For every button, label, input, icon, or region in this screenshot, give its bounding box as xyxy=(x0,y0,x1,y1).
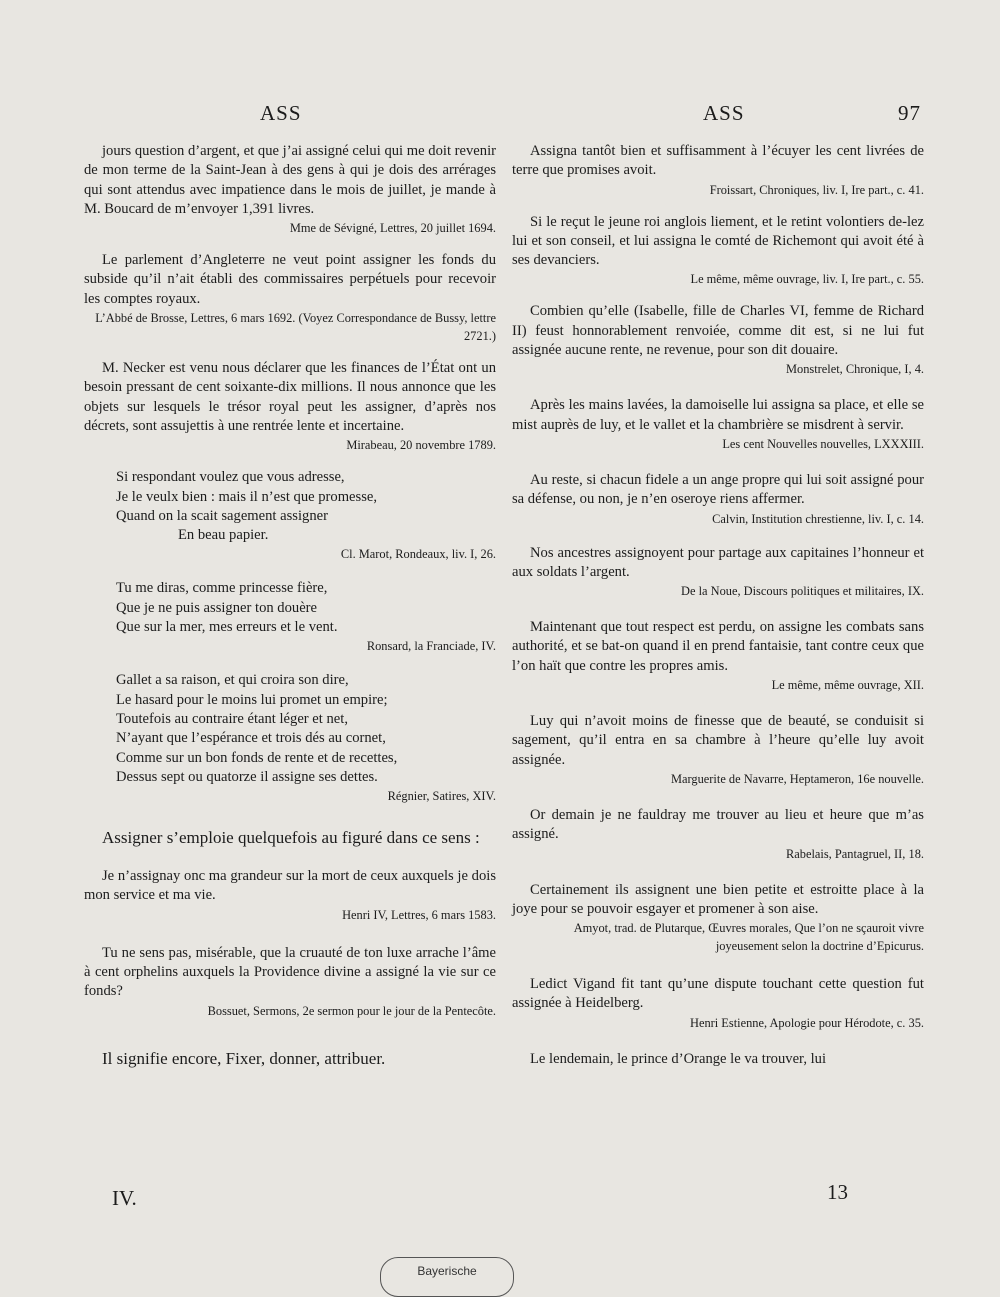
verse-block xyxy=(116,579,496,637)
signature-mark-right: 13 xyxy=(827,1180,848,1204)
citation: Rabelais, Pantagruel, II, 18. xyxy=(786,846,924,861)
right-column xyxy=(512,142,924,1069)
citation: Marguerite de Navarre, Heptameron, 16e nouvelle. xyxy=(671,771,924,786)
citation: Amyot, trad. de Plutarque, Œuvres morales, Que l’on ne sçauroit vivre joyeusement selon la doctrine d’Epicurus. xyxy=(573,921,924,954)
verse-line: Si respondant voulez que vous adresse, xyxy=(116,469,345,486)
quotation-paragraph: Combien qu’elle (Isabelle, fille de Charles VI, femme de Richard II) feust honnorablement renvoiée, comme dit est, si ne lui fut assignée aucune rente, ne revenue, pour son dit douaire. xyxy=(512,303,924,359)
citation: Henri Estienne, Apologie pour Hérodote, c. 35. xyxy=(690,1015,924,1030)
verse-line: Que sur la mer, mes erreurs et le vent. xyxy=(116,619,338,636)
quotation-paragraph: Le lendemain, le prince d’Orange le va trouver, lui xyxy=(530,1050,827,1067)
citation: De la Noue, Discours politiques et militaires, IX. xyxy=(681,584,924,599)
citation: Le même, même ouvrage, XII. xyxy=(771,678,924,693)
verse-line: Comme sur un bon fonds de rente et de recettes, xyxy=(116,749,398,766)
verse-line: Gallet a sa raison, et qui croira son dire, xyxy=(116,672,349,689)
running-head-left: ASS xyxy=(260,101,302,125)
citation: Froissart, Chroniques, liv. I, Ire part., c. 41. xyxy=(709,182,924,197)
verse-line: Toutefois au contraire étant léger et net, xyxy=(116,710,348,727)
quotation-paragraph: Nos ancestres assignoyent pour partage aux capitaines l’honneur et aux soldats l’argent. xyxy=(512,544,924,580)
page-number: 97 xyxy=(898,101,921,125)
citation: Mme de Sévigné, Lettres, 20 juillet 1694. xyxy=(289,221,496,236)
quotation-paragraph: jours question d’argent, et que j’ai assigné celui qui me doit revenir de mon terme de la Saint-Jean à des gens à qui je dois des arrérages qui sont attendus avec impatience dans le mois de juillet, je mande à M. Boucard de m’envoyer 1,391 livres. xyxy=(84,143,496,217)
verse-block xyxy=(116,671,496,787)
quotation-paragraph: Si le reçut le jeune roi anglois liement, et le retint volontiers de-lez lui et son conseil, et lui assigna le comté de Richemont qui avoit été à ses devanciers. xyxy=(512,213,924,269)
citation: Bossuet, Sermons, 2e sermon pour le jour de la Pentecôte. xyxy=(207,1003,496,1018)
citation: Le même, même ouvrage, liv. I, Ire part., c. 55. xyxy=(690,272,924,287)
quotation-paragraph: Certainement ils assignent une bien petite et estroitte place à la joye pour se pouvoir esgayer et promener à son aise. xyxy=(512,881,924,917)
quotation-paragraph: Assigna tantôt bien et suffisamment à l’écuyer les cent livrées de terre que promises avoit. xyxy=(512,143,924,179)
verse-line: Je le veulx bien : mais il n’est que promesse, xyxy=(116,488,378,505)
quotation-paragraph: Je n’assignay onc ma grandeur sur la mort de ceux auxquels je dois mon service et ma vie. xyxy=(84,868,496,904)
verse-line: Que je ne puis assigner ton douère xyxy=(116,599,318,616)
signature-mark-left: IV. xyxy=(112,1186,137,1210)
verse-line: Dessus sept ou quatorze il assigne ses dettes. xyxy=(116,768,378,785)
citation: Ronsard, la Franciade, IV. xyxy=(366,639,496,654)
quotation-paragraph: Tu ne sens pas, misérable, que la cruauté de ton luxe arrache l’âme à cent orphelins auxquels la Providence divine a assigné la vie sur ce fonds? xyxy=(84,944,496,1000)
citation: Calvin, Institution chrestienne, liv. I, c. 14. xyxy=(712,511,924,526)
section-sentence: Assigner s’emploie quelquefois au figuré dans ce sens : xyxy=(102,828,480,848)
quotation-paragraph: M. Necker est venu nous déclarer que les finances de l’État ont un besoin pressant de cent soixante-dix millions. Il nous annonce que les objets sur lesquels le trésor royal peut les assigner, d’après nos décrets, sont assujettis à une rentrée lente et incertaine. xyxy=(84,360,496,434)
citation: Mirabeau, 20 novembre 1789. xyxy=(346,438,496,453)
section-sentence: Il signifie encore, Fixer, donner, attribuer. xyxy=(102,1048,386,1068)
citation: Cl. Marot, Rondeaux, liv. I, 26. xyxy=(340,547,496,562)
verse-line: En beau papier. xyxy=(178,527,269,544)
verse-block xyxy=(116,468,496,545)
verse-line: N’ayant que l’espérance et trois dés au cornet, xyxy=(116,730,386,747)
citation: L’Abbé de Brosse, Lettres, 6 mars 1692. (Voyez Correspondance de Bussy, lettre 2721.) xyxy=(95,311,496,344)
citation: Henri IV, Lettres, 6 mars 1583. xyxy=(342,907,496,922)
quotation-paragraph: Au reste, si chacun fidele a un ange propre qui lui soit assigné pour sa défense, ou non, je n’en oseroye riens affermer. xyxy=(512,471,924,508)
library-stamp: Bayerische xyxy=(380,1257,514,1297)
left-column xyxy=(84,142,496,1070)
quotation-paragraph: Maintenant que tout respect est perdu, on assigne les combats sans authorité, et se bat-on quand il en prend fantaisie, tant contre ceux que l’on haït que contre les propres amis. xyxy=(512,619,924,674)
citation: Monstrelet, Chronique, I, 4. xyxy=(786,362,924,377)
quotation-paragraph: Ledict Vigand fit tant qu’une dispute touchant cette question fut assignée à Heidelberg. xyxy=(512,976,924,1012)
verse-line: Tu me diras, comme princesse fière, xyxy=(116,580,328,597)
citation: Régnier, Satires, XIV. xyxy=(387,789,496,804)
running-head-right: ASS xyxy=(703,101,745,125)
verse-line: Le hasard pour le moins lui promet un empire; xyxy=(116,691,388,708)
quotation-paragraph: Or demain je ne fauldray me trouver au lieu et heure que m’as assigné. xyxy=(512,806,924,843)
quotation-paragraph: Luy qui n’avoit moins de finesse que de beauté, se conduisit si sagement, qu’il entra en sa chambre à l’heure qu’elle luy avoit assignée. xyxy=(512,713,924,768)
citation: Les cent Nouvelles nouvelles, LXXXIII. xyxy=(722,436,924,451)
verse-line: Quand on la scait sagement assigner xyxy=(116,507,328,524)
quotation-paragraph: Après les mains lavées, la damoiselle lui assigna sa place, et elle se mist auprès de luy, et le vallet et la chambrière se misdrent à servir. xyxy=(512,397,924,433)
quotation-paragraph: Le parlement d’Angleterre ne veut point assigner les fonds du subside qu’il n’ait établi des commissaires perpétuels pour recevoir les comptes royaux. xyxy=(84,252,496,307)
